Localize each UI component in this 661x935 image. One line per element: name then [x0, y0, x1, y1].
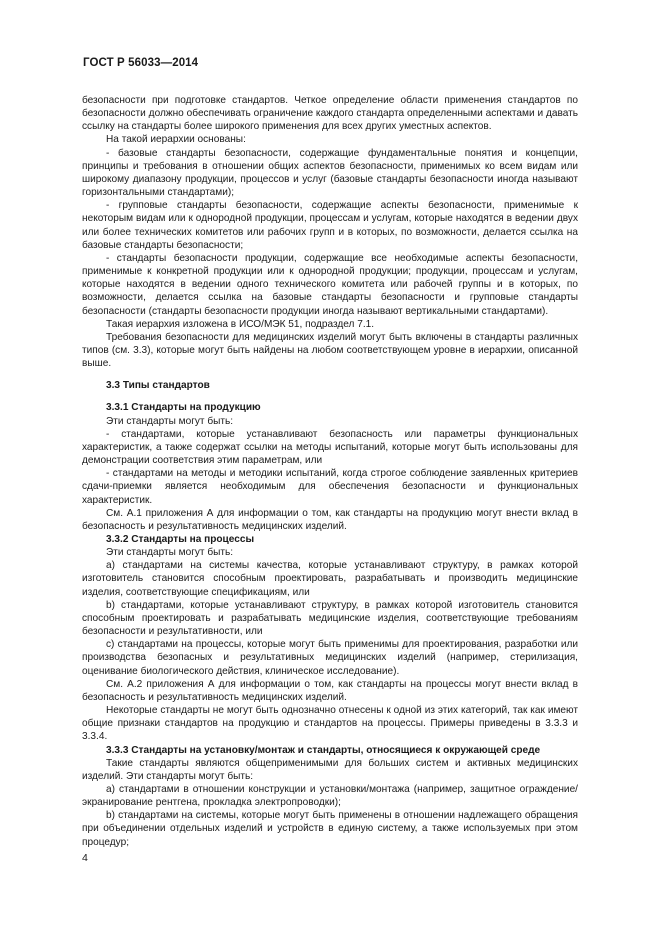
- subsection-heading: 3.3.2 Стандарты на процессы: [106, 534, 255, 545]
- list-item: - стандарты безопасности продукции, содержащие все необходимые аспекты безопасности, применимые к конкретной продукции или к однородной продукции; продукции, процессам и услугам, которые находятся в ведении одного технического комитета или рабочей группы и в которых, по возможности, делается ссылка на базовые стандарты безопасности и групповые стандарты безопасности (стандарты безопасности продукции иногда называют вертикальными стандартами).: [82, 252, 578, 317]
- paragraph: Требования безопасности для медицинских изделий могут быть включены в стандарты различных типов (см. 3.3), которые могут быть найдены на любом соответствующем уровне в иерархии, описанной выше.: [82, 331, 578, 370]
- list-item: - базовые стандарты безопасности, содержащие фундаментальные понятия и концепции, принципы и требования в отношении общих аспектов безопасности, применимых ко всем видам или широкому диапазону продукции, процессов и услуг (базовые стандарты безопасности иногда называют горизонтальными стандартами);: [82, 147, 578, 199]
- paragraph: См. А.2 приложения А для информации о том, как стандарты на процессы могут внести вклад в безопасность и результативность медицинских изделий.: [82, 678, 578, 703]
- standard-header: ГОСТ Р 56033—2014: [83, 57, 199, 69]
- paragraph: На такой иерархии основаны:: [106, 134, 246, 146]
- page-number: 4: [82, 852, 88, 864]
- list-item: - стандартами, которые устанавливают безопасность или параметры функциональных характеристик, а также содержат ссылки на методы испытаний, которые могут быть использованы для демонстрации соответствия этим параметрам, или: [82, 428, 578, 467]
- paragraph: Такая иерархия изложена в ИСО/МЭК 51, подраздел 7.1.: [106, 318, 375, 330]
- paragraph: См. А.1 приложения А для информации о том, как стандарты на продукцию могут внести вклад в безопасность и результативность медицинских изделий.: [82, 507, 578, 532]
- subsection-heading: 3.3.3 Стандарты на установку/монтаж и стандарты, относящиеся к окружающей среде: [106, 744, 541, 756]
- list-item: - стандартами на методы и методики испытаний, когда строгое соблюдение заявленных критериев сдачи-приемки является необходимым для обеспечения безопасности и функциональных характеристик.: [82, 468, 578, 506]
- paragraph: Эти стандарты могут быть:: [106, 547, 234, 559]
- paragraph: Эти стандарты могут быть:: [106, 415, 234, 427]
- list-item: b) стандартами на системы, которые могут быть применены в отношении надлежащего обращения при объединении отдельных изделий и устройств в единую систему, а также используемых при этом процедур;: [82, 810, 578, 848]
- list-item: - групповые стандарты безопасности, содержащие аспекты безопасности, применимые к некоторым видам или к однородной продукции, процессам и услугам, которые находятся в ведении двух или более технических комитетов или рабочих групп и в которых, по возможности, делается ссылка на базовые стандарты безопасности;: [82, 200, 578, 251]
- document-body: [82, 94, 578, 849]
- paragraph: Такие стандарты являются общеприменимыми для больших систем и активных медицинских изделий. Эти стандарты могут быть:: [82, 757, 578, 782]
- list-item: a) стандартами на системы качества, которые устанавливают структуру, в рамках которой изготовитель становится способным проектировать, разрабатывать и производить медицинские изделия, соответствующие спецификациям, или: [82, 560, 578, 598]
- paragraph: безопасности при подготовке стандартов. Четкое определение области применения стандартов по безопасности должно обеспечивать ограничение каждого стандарта определенными аспектами и давать ссылку на стандарты более широкого применения для всех других уместных аспектов.: [82, 95, 578, 133]
- list-item: c) стандартами на процессы, которые могут быть применимы для проектирования, разработки или производства безопасных и результативных медицинских изделий (например, стерилизация, оценивание биологического действия, клиническое исследование).: [82, 639, 578, 677]
- section-heading: 3.3 Типы стандартов: [106, 380, 210, 392]
- subsection-heading: 3.3.1 Стандарты на продукцию: [106, 402, 261, 414]
- list-item: b) стандартами, которые устанавливают структуру, в рамках которой изготовитель становится способным проектировать и разрабатывать медицинские изделия, соответствующие требованиям безопасности и результативности, или: [82, 599, 578, 638]
- paragraph: Некоторые стандарты не могут быть однозначно отнесены к одной из этих категорий, так как имеют общие признаки стандартов на продукцию и стандартов на процессы. Примеры приведены в 3.3.3 и 3.3.4.: [82, 705, 578, 743]
- list-item: a) стандартами в отношении конструкции и установки/монтажа (например, защитное ограждение/экранирование рентгена, прокладка электропроводки);: [82, 783, 578, 809]
